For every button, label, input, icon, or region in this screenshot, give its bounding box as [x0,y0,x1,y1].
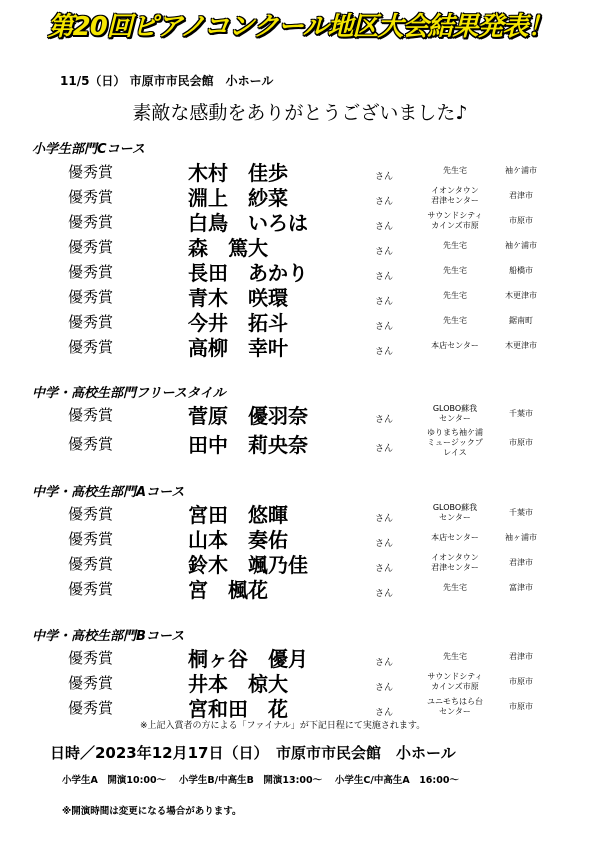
honorific: さん [375,683,394,693]
winner-name: 高柳 幸叶 [188,336,288,360]
winner-name: 井本 椋大 [188,672,288,696]
section-heading: 中学・高校生部門フリースタイル [32,386,226,401]
city-name: 船橋市 [509,266,533,275]
winner-name: 宮和田 花 [188,697,288,721]
winner-name: 森 篤大 [188,236,268,260]
result-row [0,669,600,694]
venue-name: ユニモちはら台 センター [427,697,483,716]
honorific: さん [375,197,394,207]
result-row [0,233,600,258]
time-change-notice: ※開演時間は変更になる場合があります。 [62,806,242,817]
winner-name: 宮 楓花 [188,578,268,602]
award-label: 優秀賞 [68,555,114,573]
city-name: 市原市 [509,216,533,225]
result-row [0,333,600,358]
date-venue-line: 11/5（日） 市原市市民会館 小ホール [60,74,274,88]
venue-name: 先生宅 [443,652,467,661]
result-row [0,575,600,600]
start-times: 小学生A 開演10:00～ 小学生B/中高生B 開演13:00～ 小学生C/中高生A 16:00～ [62,775,459,786]
result-row [0,401,600,426]
award-label: 優秀賞 [68,406,114,424]
page-title: 第20回ピアノコンクール地区大会結果発表！ [47,12,553,42]
award-label: 優秀賞 [68,188,114,206]
award-label: 優秀賞 [68,163,114,181]
honorific: さん [375,322,394,332]
honorific: さん [375,247,394,257]
honorific: さん [375,297,394,307]
city-name: 千葉市 [509,409,533,418]
venue-name: サウンドシティ カインズ市原 [427,211,483,230]
honorific: さん [375,272,394,282]
result-row [0,550,600,575]
award-label: 優秀賞 [68,674,114,692]
city-name: 木更津市 [505,291,537,300]
section-heading: 小学生部門Cコース [32,142,145,157]
award-label: 優秀賞 [68,505,114,523]
winner-name: 桐ヶ谷 優月 [188,647,308,671]
honorific: さん [375,444,394,454]
city-name: 君津市 [509,652,533,661]
award-label: 優秀賞 [68,580,114,598]
honorific: さん [375,564,394,574]
honorific: さん [375,589,394,599]
winner-name: 菅原 優羽奈 [188,404,308,428]
winner-name: 淵上 紗菜 [188,186,288,210]
honorific: さん [375,347,394,357]
city-name: 袖ケ浦市 [505,166,537,175]
section-heading: 中学・高校生部門Aコース [32,485,185,500]
venue-name: ゆりまち袖ケ浦 ミュージックプ レイス [427,428,483,457]
city-name: 木更津市 [505,341,537,350]
result-row [0,183,600,208]
winner-name: 宮田 悠暉 [188,503,288,527]
honorific: さん [375,514,394,524]
result-row [0,694,600,719]
venue-name: 本店センター [431,341,479,350]
award-label: 優秀賞 [68,288,114,306]
award-label: 優秀賞 [68,263,114,281]
venue-name: GLOBO蘇我 センター [432,503,478,522]
venue-name: 先生宅 [443,266,467,275]
award-label: 優秀賞 [68,213,114,231]
thanks-message: 素敵な感動をありがとうございました♪ [132,102,468,124]
city-name: 市原市 [509,677,533,686]
honorific: さん [375,222,394,232]
venue-name: 先生宅 [443,166,467,175]
result-row [0,158,600,183]
city-name: 市原市 [509,438,533,447]
winner-name: 田中 莉央奈 [188,433,308,457]
venue-name: サウンドシティ カインズ市原 [427,672,483,691]
city-name: 市原市 [509,702,533,711]
venue-name: イオンタウン 君津センター [431,186,479,205]
winner-name: 今井 拓斗 [188,311,288,335]
city-name: 鋸南町 [509,316,533,325]
city-name: 袖ケ浦市 [505,241,537,250]
final-event-info: 日時／2023年12月17日（日） 市原市市民会館 小ホール [50,744,456,762]
venue-name: 先生宅 [443,241,467,250]
honorific: さん [375,415,394,425]
winner-name: 青木 咲環 [188,286,288,310]
award-label: 優秀賞 [68,338,114,356]
city-name: 君津市 [509,191,533,200]
result-row [0,430,600,455]
section-heading: 中学・高校生部門Bコース [32,629,185,644]
final-note: ※上記入賞者の方による「ファイナル」が下記日程にて実施されます。 [140,721,426,731]
result-row [0,208,600,233]
venue-name: GLOBO蘇我 センター [432,404,478,423]
winner-name: 長田 あかり [188,261,308,285]
city-name: 富津市 [509,583,533,592]
result-row [0,500,600,525]
winner-name: 白鳥 いろは [188,211,308,235]
winner-name: 鈴木 颯乃佳 [188,553,308,577]
honorific: さん [375,658,394,668]
venue-name: 先生宅 [443,291,467,300]
result-row [0,258,600,283]
award-label: 優秀賞 [68,530,114,548]
venue-name: 先生宅 [443,583,467,592]
city-name: 君津市 [509,558,533,567]
honorific: さん [375,708,394,718]
venue-name: イオンタウン 君津センター [431,553,479,572]
award-label: 優秀賞 [68,649,114,667]
venue-name: 本店センター [431,533,479,542]
city-name: 千葉市 [509,508,533,517]
result-row [0,283,600,308]
award-label: 優秀賞 [68,313,114,331]
city-name: 袖ヶ浦市 [505,533,537,542]
venue-name: 先生宅 [443,316,467,325]
award-label: 優秀賞 [68,238,114,256]
award-label: 優秀賞 [68,699,114,717]
result-row [0,525,600,550]
honorific: さん [375,172,394,182]
winner-name: 山本 奏佑 [188,528,288,552]
winner-name: 木村 佳歩 [188,161,288,185]
result-row [0,644,600,669]
honorific: さん [375,539,394,549]
award-label: 優秀賞 [68,435,114,453]
result-row [0,308,600,333]
